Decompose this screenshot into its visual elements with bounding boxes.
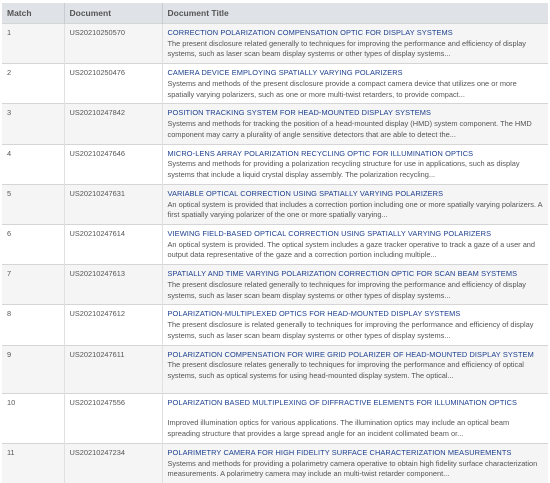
document-abstract: An optical system is provided that includes a correction portion including one or more spatially varying polarizers. A first spatially varying polarizer of the one or more spatially varying... <box>167 199 543 220</box>
table-row[interactable] <box>2 184 548 224</box>
document-title-link[interactable]: CAMERA DEVICE EMPLOYING SPATIALLY VARYING POLARIZERS <box>167 68 403 78</box>
results-table <box>2 3 548 483</box>
match-cell: 6 <box>2 225 64 265</box>
document-number-cell: US20210247556 <box>64 393 162 443</box>
match-cell: 4 <box>2 144 64 184</box>
table-row[interactable] <box>2 345 548 393</box>
column-header-document[interactable]: Document <box>64 3 162 24</box>
document-title-link[interactable]: POLARIZATION COMPENSATION FOR WIRE GRID POLARIZER OF HEAD-MOUNTED DISPLAY SYSTEM <box>167 349 534 359</box>
title-cell <box>162 345 548 393</box>
document-abstract: An optical system is provided. The optical system includes a gaze tracker operative to track a gaze of a user and output data representative of the gaze and a correction portion including multiple... <box>167 239 536 260</box>
match-cell: 10 <box>2 393 64 443</box>
title-cell <box>162 265 548 305</box>
document-title-link[interactable]: MICRO-LENS ARRAY POLARIZATION RECYCLING OPTIC FOR ILLUMINATION OPTICS <box>167 148 474 158</box>
match-cell: 9 <box>2 345 64 393</box>
document-title-link[interactable]: POSITION TRACKING SYSTEM FOR HEAD-MOUNTED DISPLAY SYSTEMS <box>167 108 432 118</box>
title-cell <box>162 443 548 483</box>
title-cell <box>162 144 548 184</box>
match-cell: 11 <box>2 443 64 483</box>
document-title-link[interactable]: VARIABLE OPTICAL CORRECTION USING SPATIALLY VARYING POLARIZERS <box>167 188 444 198</box>
document-title-link[interactable]: POLARIZATION BASED MULTIPLEXING OF DIFFRACTIVE ELEMENTS FOR ILLUMINATION OPTICS <box>167 397 518 407</box>
table-row[interactable] <box>2 144 548 184</box>
document-number-cell: US20210247611 <box>64 345 162 393</box>
table-row[interactable] <box>2 64 548 104</box>
document-title-link[interactable]: SPATIALLY AND TIME VARYING POLARIZATION CORRECTION OPTIC FOR SCAN BEAM SYSTEMS <box>167 269 518 279</box>
document-number-cell: US20210247646 <box>64 144 162 184</box>
title-cell <box>162 104 548 144</box>
title-cell <box>162 305 548 345</box>
table-row[interactable] <box>2 443 548 483</box>
document-number-cell: US20210247234 <box>64 443 162 483</box>
document-title-link[interactable]: POLARIMETRY CAMERA FOR HIGH FIDELITY SURFACE CHARACTERIZATION MEASUREMENTS <box>167 447 512 457</box>
column-header-match[interactable]: Match <box>2 3 64 24</box>
title-cell <box>162 225 548 265</box>
document-number-cell: US20210250476 <box>64 64 162 104</box>
title-cell <box>162 64 548 104</box>
document-number-cell: US20210247842 <box>64 104 162 144</box>
document-abstract: The present disclosure is related generally to techniques for improving the performance and efficiency of display systems, such as laser scan beam display systems or other types of display systems... <box>167 320 534 340</box>
document-title-link[interactable]: VIEWING FIELD-BASED OPTICAL CORRECTION USING SPATIALLY VARYING POLARIZERS <box>167 229 492 239</box>
document-abstract: Improved illumination optics for various applications. The illumination optics may include an optical beam spreading structure that provides a large spread angle for an incident collimated beam or... <box>167 418 510 439</box>
match-cell: 3 <box>2 104 64 144</box>
match-cell: 8 <box>2 305 64 345</box>
document-number-cell: US20210250570 <box>64 24 162 64</box>
match-cell: 2 <box>2 64 64 104</box>
document-abstract: The present disclosure related generally to techniques for improving the performance and efficiency of display systems, such as laser scan beam display systems or other types of display systems... <box>167 38 527 59</box>
table-row[interactable] <box>2 225 548 265</box>
document-number-cell: US20210247613 <box>64 265 162 305</box>
document-number-cell: US20210247612 <box>64 305 162 345</box>
table-row[interactable] <box>2 393 548 443</box>
title-cell <box>162 393 548 443</box>
document-title-link[interactable]: CORRECTION POLARIZATION COMPENSATION OPTIC FOR DISPLAY SYSTEMS <box>167 28 453 37</box>
title-cell <box>162 24 548 64</box>
table-header-row <box>2 3 548 24</box>
table-row[interactable] <box>2 265 548 305</box>
row-spacer <box>168 408 544 418</box>
document-title-link[interactable]: POLARIZATION-MULTIPLEXED OPTICS FOR HEAD-MOUNTED DISPLAY SYSTEMS <box>167 309 461 319</box>
document-abstract: Systems and methods for providing a polarization recycling structure for use in applications, such as display systems that include a liquid crystal display assembly. The polarization recycling... <box>167 159 520 180</box>
table-row[interactable] <box>2 104 548 144</box>
match-cell: 1 <box>2 24 64 64</box>
table-row[interactable] <box>2 305 548 345</box>
document-number-cell: US20210247614 <box>64 225 162 265</box>
table-row[interactable] <box>2 24 548 64</box>
document-abstract: Systems and methods for tracking the position of a head-mounted display (HMD) system component. The HMD component may carry a plurality of angle sensitive detectors that are able to detect the... <box>167 119 532 139</box>
document-abstract: Systems and methods for providing a polarimetry camera operative to obtain high fidelity surface characterization measurements. A polarimetry camera may include an multi-twist retarder component... <box>167 458 538 479</box>
document-abstract: Systems and methods of the present disclosure provide a compact camera device that utilizes one or more spatially varying polarizers, such as one or more multi-twist retarders, to provide compact... <box>167 78 517 99</box>
match-cell: 5 <box>2 184 64 224</box>
document-abstract: The present disclosure relates generally to techniques for improving the performance and efficiency of optical systems, such as optical systems for using head-mounted display system. The optical... <box>167 360 524 381</box>
match-cell: 7 <box>2 265 64 305</box>
title-cell <box>162 184 548 224</box>
column-header-title[interactable]: Document Title <box>162 3 548 24</box>
document-number-cell: US20210247631 <box>64 184 162 224</box>
document-abstract: The present disclosure related generally to techniques for improving the performance and efficiency of display systems, such as laser scan beam display systems or other types of display systems... <box>167 279 527 300</box>
